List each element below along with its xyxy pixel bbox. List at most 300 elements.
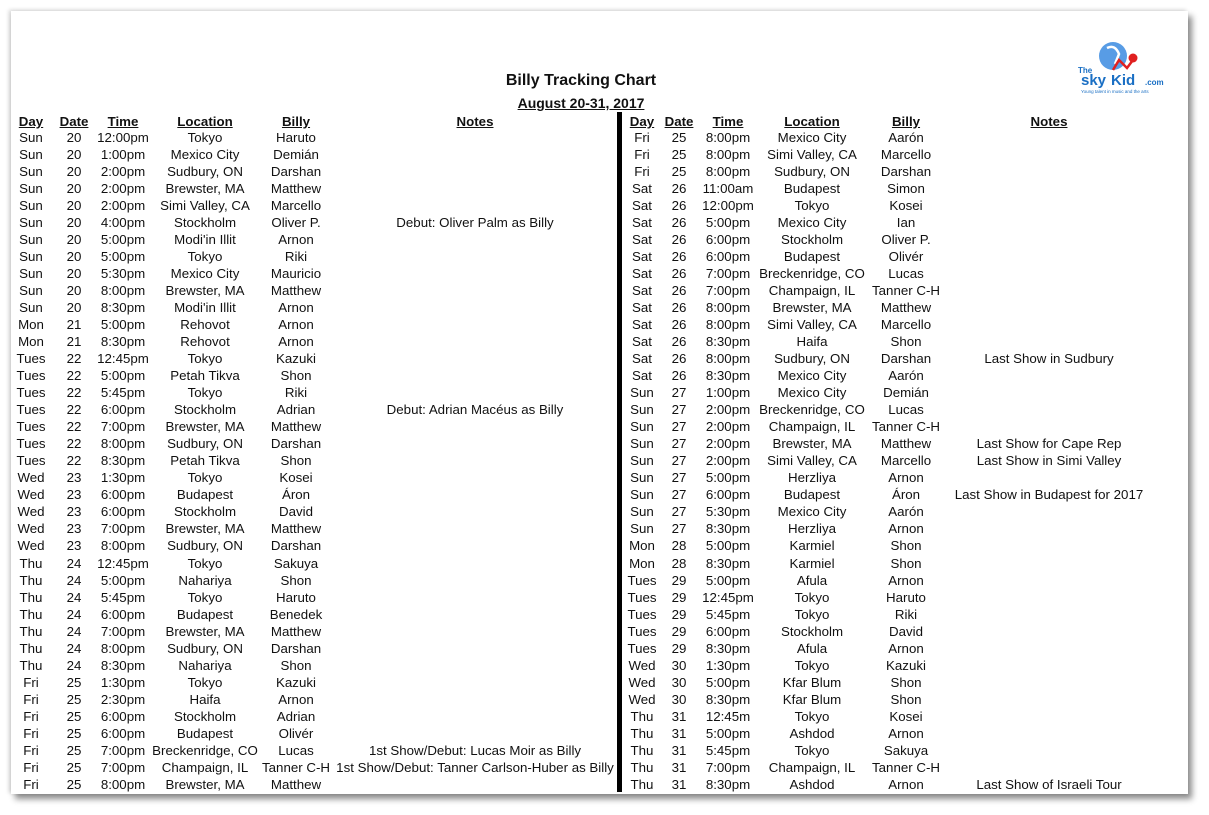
cell-notes: Last Show for Cape Rep xyxy=(976,436,1122,452)
cell-location: Modi'in Illit xyxy=(174,300,236,316)
cell-day: Sun xyxy=(19,164,43,180)
cell-date: 25 xyxy=(671,130,687,145)
cell-date: 28 xyxy=(671,555,687,571)
cell-date: 23 xyxy=(66,487,82,503)
cell-time: 12:45pm xyxy=(97,555,149,571)
cell-date: 26 xyxy=(671,283,687,299)
cell-time: 8:30pm xyxy=(705,521,751,537)
cell-location: Stockholm xyxy=(780,232,844,248)
cell-date: 30 xyxy=(671,674,687,690)
cell-billy: Arnon xyxy=(888,725,924,741)
cell-day: Sun xyxy=(630,419,654,435)
cell-location: Afula xyxy=(796,640,828,656)
cell-date: 20 xyxy=(66,198,82,214)
cell-time: 8:30pm xyxy=(100,300,146,316)
cell-day: Tues xyxy=(627,606,657,622)
cell-location: Rehovot xyxy=(180,317,230,333)
cell-notes: 1st Show/Debut: Tanner Carlson-Huber as Billy xyxy=(336,759,614,775)
cell-location: Tokyo xyxy=(794,606,830,622)
cell-date: 23 xyxy=(66,538,82,554)
cell-location: Simi Valley, CA xyxy=(160,198,250,214)
cell-day: Wed xyxy=(17,470,45,486)
cell-time: 6:00pm xyxy=(100,504,146,520)
cell-billy: Darshan xyxy=(270,640,322,656)
cell-location: Nahariya xyxy=(178,657,232,673)
cell-time: 8:30pm xyxy=(705,691,751,707)
cell-billy: Demián xyxy=(883,385,929,401)
cell-day: Mon xyxy=(629,538,655,554)
cell-billy: Kosei xyxy=(279,470,313,486)
cell-location: Brewster, MA xyxy=(772,300,852,316)
cell-day: Thu xyxy=(19,640,43,656)
cell-billy: Arnon xyxy=(888,470,924,486)
cell-location: Tokyo xyxy=(187,249,223,265)
cell-time: 5:00pm xyxy=(705,572,751,588)
cell-day: Wed xyxy=(17,521,45,537)
cell-date: 22 xyxy=(66,453,82,469)
cell-day: Sun xyxy=(19,215,43,231)
cell-date: 27 xyxy=(671,402,687,418)
cell-date: 20 xyxy=(66,147,82,163)
cell-time: 6:00pm xyxy=(100,606,146,622)
cell-day: Mon xyxy=(18,317,44,333)
cell-day: Sat xyxy=(632,198,652,214)
cell-date: 22 xyxy=(66,419,82,435)
cell-date: 26 xyxy=(671,368,687,384)
header-billy: Billy xyxy=(281,114,311,129)
cell-location: Brewster, MA xyxy=(165,521,245,537)
cell-location: Mexico City xyxy=(170,266,240,282)
cell-day: Fri xyxy=(634,130,650,145)
cell-billy: Tanner C-H xyxy=(872,283,940,299)
cell-time: 8:30pm xyxy=(705,334,751,350)
cell-time: 8:30pm xyxy=(100,334,146,350)
cell-time: 5:00pm xyxy=(705,470,751,486)
cell-location: Champaign, IL xyxy=(768,283,856,299)
cell-location: Mexico City xyxy=(170,147,240,163)
cell-time: 5:45pm xyxy=(100,385,146,401)
cell-location: Tokyo xyxy=(794,198,830,214)
header-location: Location xyxy=(177,114,233,129)
cell-date: 20 xyxy=(66,249,82,265)
cell-location: Haifa xyxy=(189,691,221,707)
cell-location: Budapest xyxy=(176,725,234,741)
cell-date: 26 xyxy=(671,232,687,248)
cell-billy: Shon xyxy=(890,555,922,571)
cell-date: 31 xyxy=(671,759,687,775)
cell-time: 8:00pm xyxy=(705,300,751,316)
cell-day: Sat xyxy=(632,266,652,282)
cell-date: 20 xyxy=(66,232,82,248)
cell-date: 24 xyxy=(66,640,82,656)
cell-time: 5:30pm xyxy=(705,504,751,520)
cell-billy: Riki xyxy=(284,385,308,401)
cell-location: Stockholm xyxy=(780,623,844,639)
cell-day: Tues xyxy=(627,589,657,605)
cell-time: 6:00pm xyxy=(705,487,751,503)
cell-billy: Matthew xyxy=(880,436,932,452)
cell-day: Fri xyxy=(23,776,39,792)
cell-day: Thu xyxy=(630,708,654,724)
chart-title: Billy Tracking Chart xyxy=(505,72,657,89)
cell-time: 8:30pm xyxy=(705,640,751,656)
cell-day: Sun xyxy=(19,181,43,197)
cell-billy: Arnon xyxy=(888,521,924,537)
cell-location: Stockholm xyxy=(173,504,237,520)
cell-time: 12:00pm xyxy=(97,130,149,145)
cell-billy: Mauricio xyxy=(270,266,322,282)
cell-day: Tues xyxy=(16,351,46,367)
cell-location: Stockholm xyxy=(173,215,237,231)
cell-time: 8:30pm xyxy=(705,555,751,571)
cell-location: Stockholm xyxy=(173,402,237,418)
cell-day: Sat xyxy=(632,181,652,197)
cell-billy: Aarón xyxy=(888,504,924,520)
cell-billy: Marcello xyxy=(880,147,932,163)
cell-day: Thu xyxy=(19,623,43,639)
cell-location: Champaign, IL xyxy=(768,759,856,775)
cell-date: 27 xyxy=(671,453,687,469)
header-date: Date xyxy=(664,114,694,129)
cell-time: 5:00pm xyxy=(100,317,146,333)
cell-location: Brewster, MA xyxy=(772,436,852,452)
cell-date: 20 xyxy=(66,300,82,316)
cell-day: Fri xyxy=(23,725,39,741)
cell-time: 8:00pm xyxy=(705,317,751,333)
cell-time: 2:00pm xyxy=(100,198,146,214)
cell-date: 26 xyxy=(671,198,687,214)
cell-time: 12:00pm xyxy=(702,198,754,214)
cell-time: 2:00pm xyxy=(100,164,146,180)
cell-location: Tokyo xyxy=(187,589,223,605)
cell-location: Mexico City xyxy=(777,504,847,520)
cell-day: Fri xyxy=(634,164,650,180)
cell-day: Thu xyxy=(630,742,654,758)
cell-billy: Matthew xyxy=(270,283,322,299)
cell-time: 6:00pm xyxy=(705,623,751,639)
column-divider xyxy=(617,112,622,792)
cell-time: 7:00pm xyxy=(705,266,751,282)
cell-date: 26 xyxy=(671,181,687,197)
cell-billy: Shon xyxy=(280,453,312,469)
cell-day: Sun xyxy=(19,147,43,163)
cell-date: 21 xyxy=(66,317,82,333)
header-notes: Notes xyxy=(1030,114,1068,129)
cell-day: Fri xyxy=(23,759,39,775)
cell-day: Sun xyxy=(630,521,654,537)
cell-billy: Kosei xyxy=(889,708,923,724)
cell-time: 7:00pm xyxy=(100,521,146,537)
cell-date: 26 xyxy=(671,215,687,231)
header-time: Time xyxy=(107,114,139,129)
cell-time: 7:00pm xyxy=(100,759,146,775)
cell-time: 8:00pm xyxy=(100,640,146,656)
cell-location: Kfar Blum xyxy=(782,691,842,707)
logo-tagline: Young talent in music and the arts xyxy=(1081,89,1149,94)
cell-location: Tokyo xyxy=(187,674,223,690)
cell-time: 4:00pm xyxy=(100,215,146,231)
cell-location: Tokyo xyxy=(187,385,223,401)
cell-day: Sun xyxy=(19,198,43,214)
cell-time: 1:30pm xyxy=(100,470,146,486)
cell-time: 2:00pm xyxy=(705,436,751,452)
cell-date: 20 xyxy=(66,181,82,197)
cell-location: Herzliya xyxy=(787,521,837,537)
cell-date: 25 xyxy=(66,725,82,741)
cell-date: 23 xyxy=(66,521,82,537)
cell-day: Sun xyxy=(630,436,654,452)
cell-time: 6:00pm xyxy=(100,708,146,724)
cell-location: Budapest xyxy=(783,181,841,197)
cell-billy: Benedek xyxy=(269,606,323,622)
cell-time: 2:00pm xyxy=(705,419,751,435)
cell-date: 25 xyxy=(66,776,82,792)
cell-date: 25 xyxy=(66,708,82,724)
cell-billy: Tanner C-H xyxy=(262,759,330,775)
cell-location: Kfar Blum xyxy=(782,674,842,690)
cell-notes: Last Show in Sudbury xyxy=(984,351,1114,367)
cell-date: 29 xyxy=(671,589,687,605)
header-location: Location xyxy=(784,114,840,129)
cell-billy: Sakuya xyxy=(883,742,929,758)
cell-day: Sun xyxy=(630,487,654,503)
cell-date: 20 xyxy=(66,266,82,282)
cell-billy: Shon xyxy=(890,691,922,707)
cell-date: 22 xyxy=(66,436,82,452)
cell-date: 26 xyxy=(671,300,687,316)
cell-billy: Shon xyxy=(890,334,922,350)
cell-day: Thu xyxy=(19,572,43,588)
cell-day: Fri xyxy=(23,691,39,707)
cell-time: 2:00pm xyxy=(705,402,751,418)
cell-date: 31 xyxy=(671,776,687,792)
cell-location: Sudbury, ON xyxy=(774,164,850,180)
cell-time: 6:00pm xyxy=(100,402,146,418)
cell-time: 5:00pm xyxy=(705,674,751,690)
cell-date: 21 xyxy=(66,334,82,350)
cell-billy: Matthew xyxy=(270,623,322,639)
header-notes: Notes xyxy=(456,114,494,129)
cell-location: Brewster, MA xyxy=(165,283,245,299)
cell-day: Thu xyxy=(630,725,654,741)
cell-location: Champaign, IL xyxy=(161,759,249,775)
cell-location: Tokyo xyxy=(794,657,830,673)
cell-time: 7:00pm xyxy=(705,759,751,775)
cell-day: Sat xyxy=(632,249,652,265)
cell-billy: Haruto xyxy=(276,589,316,605)
cell-time: 1:30pm xyxy=(705,657,751,673)
cell-time: 1:00pm xyxy=(705,385,751,401)
cell-time: 5:45pm xyxy=(705,606,751,622)
cell-location: Budapest xyxy=(176,606,234,622)
cell-location: Breckenridge, CO xyxy=(759,402,865,418)
cell-billy: Haruto xyxy=(886,589,926,605)
logo-kid: Kid xyxy=(1111,72,1136,89)
cell-time: 5:00pm xyxy=(100,249,146,265)
cell-location: Karmiel xyxy=(789,538,835,554)
cell-billy: David xyxy=(279,504,313,520)
cell-day: Sun xyxy=(19,300,43,316)
cell-date: 25 xyxy=(66,674,82,690)
cell-location: Tokyo xyxy=(794,742,830,758)
cell-day: Tues xyxy=(16,436,46,452)
cell-location: Brewster, MA xyxy=(165,776,245,792)
cell-day: Sat xyxy=(632,300,652,316)
cell-time: 8:00pm xyxy=(100,436,146,452)
cell-date: 24 xyxy=(66,555,82,571)
cell-date: 30 xyxy=(671,657,687,673)
cell-billy: Darshan xyxy=(270,538,322,554)
cell-date: 26 xyxy=(671,351,687,367)
cell-time: 5:00pm xyxy=(705,215,751,231)
cell-day: Fri xyxy=(23,708,39,724)
cell-day: Tues xyxy=(16,419,46,435)
cell-location: Sudbury, ON xyxy=(774,351,850,367)
cell-day: Tues xyxy=(627,623,657,639)
cell-day: Mon xyxy=(18,334,44,350)
cell-time: 8:00pm xyxy=(705,147,751,163)
cell-day: Wed xyxy=(628,691,656,707)
cell-billy: Arnon xyxy=(888,572,924,588)
cell-time: 8:00pm xyxy=(705,164,751,180)
cell-location: Tokyo xyxy=(187,130,223,145)
cell-billy: Sakuya xyxy=(273,555,319,571)
cell-day: Sun xyxy=(630,385,654,401)
cell-time: 12:45m xyxy=(705,708,751,724)
cell-time: 2:00pm xyxy=(705,453,751,469)
cell-day: Wed xyxy=(17,487,45,503)
header-date: Date xyxy=(59,114,89,129)
cell-billy: Riki xyxy=(284,249,308,265)
cell-day: Thu xyxy=(19,606,43,622)
cell-time: 6:00pm xyxy=(100,725,146,741)
cell-location: Ashdod xyxy=(789,725,835,741)
cell-billy: Kazuki xyxy=(276,674,316,690)
cell-billy: Ian xyxy=(896,215,916,231)
cell-location: Mexico City xyxy=(777,385,847,401)
chart-subtitle: August 20-31, 2017 xyxy=(517,95,645,111)
cell-time: 8:30pm xyxy=(705,368,751,384)
cell-billy: Matthew xyxy=(270,419,322,435)
cell-date: 22 xyxy=(66,351,82,367)
cell-day: Tues xyxy=(627,572,657,588)
cell-billy: Arnon xyxy=(278,691,314,707)
cell-day: Sun xyxy=(19,249,43,265)
cell-date: 24 xyxy=(66,589,82,605)
cell-location: Simi Valley, CA xyxy=(767,317,857,333)
cell-billy: Shon xyxy=(280,368,312,384)
cell-date: 26 xyxy=(671,249,687,265)
cell-billy: Matthew xyxy=(270,776,322,792)
cell-date: 24 xyxy=(66,572,82,588)
cell-time: 8:00pm xyxy=(705,351,751,367)
cell-time: 5:00pm xyxy=(705,725,751,741)
cell-billy: Marcello xyxy=(880,317,932,333)
cell-date: 25 xyxy=(671,147,687,163)
cell-location: Tokyo xyxy=(794,589,830,605)
cell-billy: Áron xyxy=(281,487,311,503)
cell-time: 6:00pm xyxy=(705,232,751,248)
cell-billy: Darshan xyxy=(880,351,932,367)
cell-billy: Olivér xyxy=(278,725,314,741)
logo-graphic xyxy=(1073,38,1183,100)
cell-billy: Haruto xyxy=(276,130,316,145)
cell-time: 8:00pm xyxy=(100,283,146,299)
cell-day: Wed xyxy=(628,657,656,673)
cell-day: Sun xyxy=(630,504,654,520)
logo-sky: sky xyxy=(1081,72,1107,89)
cell-day: Fri xyxy=(23,674,39,690)
cell-time: 1:00pm xyxy=(100,147,146,163)
cell-location: Nahariya xyxy=(178,572,232,588)
cell-location: Herzliya xyxy=(787,470,837,486)
cell-billy: Adrian xyxy=(276,708,316,724)
cell-day: Sun xyxy=(19,130,43,145)
cell-date: 28 xyxy=(671,538,687,554)
cell-billy: Marcello xyxy=(270,198,322,214)
cell-billy: Kazuki xyxy=(886,657,926,673)
cell-location: Sudbury, ON xyxy=(167,164,243,180)
logo-com: .com xyxy=(1145,78,1164,87)
cell-date: 27 xyxy=(671,436,687,452)
cell-location: Sudbury, ON xyxy=(167,538,243,554)
cell-billy: Matthew xyxy=(270,181,322,197)
cell-date: 30 xyxy=(671,691,687,707)
cell-location: Breckenridge, CO xyxy=(152,742,258,758)
cell-date: 27 xyxy=(671,487,687,503)
cell-billy: Shon xyxy=(890,674,922,690)
cell-date: 26 xyxy=(671,317,687,333)
cell-date: 20 xyxy=(66,283,82,299)
cell-location: Stockholm xyxy=(173,708,237,724)
cell-location: Simi Valley, CA xyxy=(767,147,857,163)
cell-location: Tokyo xyxy=(187,351,223,367)
cell-time: 7:00pm xyxy=(705,283,751,299)
cell-date: 25 xyxy=(66,742,82,758)
cell-date: 26 xyxy=(671,266,687,282)
cell-billy: Demián xyxy=(273,147,319,163)
cell-billy: Oliver P. xyxy=(881,232,931,248)
cell-location: Modi'in Illit xyxy=(174,232,236,248)
cell-billy: Aarón xyxy=(888,130,924,145)
cell-time: 8:30pm xyxy=(100,657,146,673)
cell-day: Thu xyxy=(630,776,654,792)
cell-day: Tues xyxy=(16,368,46,384)
cell-date: 26 xyxy=(671,334,687,350)
cell-time: 12:45pm xyxy=(97,351,149,367)
cell-billy: Matthew xyxy=(880,300,932,316)
cell-location: Brewster, MA xyxy=(165,419,245,435)
cell-notes: Debut: Oliver Palm as Billy xyxy=(396,215,554,231)
cell-time: 5:00pm xyxy=(705,538,751,554)
cell-date: 22 xyxy=(66,368,82,384)
cell-location: Budapest xyxy=(176,487,234,503)
cell-location: Mexico City xyxy=(777,368,847,384)
cell-location: Sudbury, ON xyxy=(167,640,243,656)
header-day: Day xyxy=(18,114,44,129)
cell-day: Sun xyxy=(630,453,654,469)
cell-day: Tues xyxy=(16,402,46,418)
cell-billy: Arnon xyxy=(278,334,314,350)
cell-billy: Arnon xyxy=(278,232,314,248)
cell-time: 5:45pm xyxy=(100,589,146,605)
cell-location: Haifa xyxy=(796,334,828,350)
cell-location: Tokyo xyxy=(794,708,830,724)
cell-time: 8:30pm xyxy=(705,776,751,792)
cell-billy: Darshan xyxy=(270,436,322,452)
cell-billy: Arnon xyxy=(278,317,314,333)
cell-time: 7:00pm xyxy=(100,419,146,435)
